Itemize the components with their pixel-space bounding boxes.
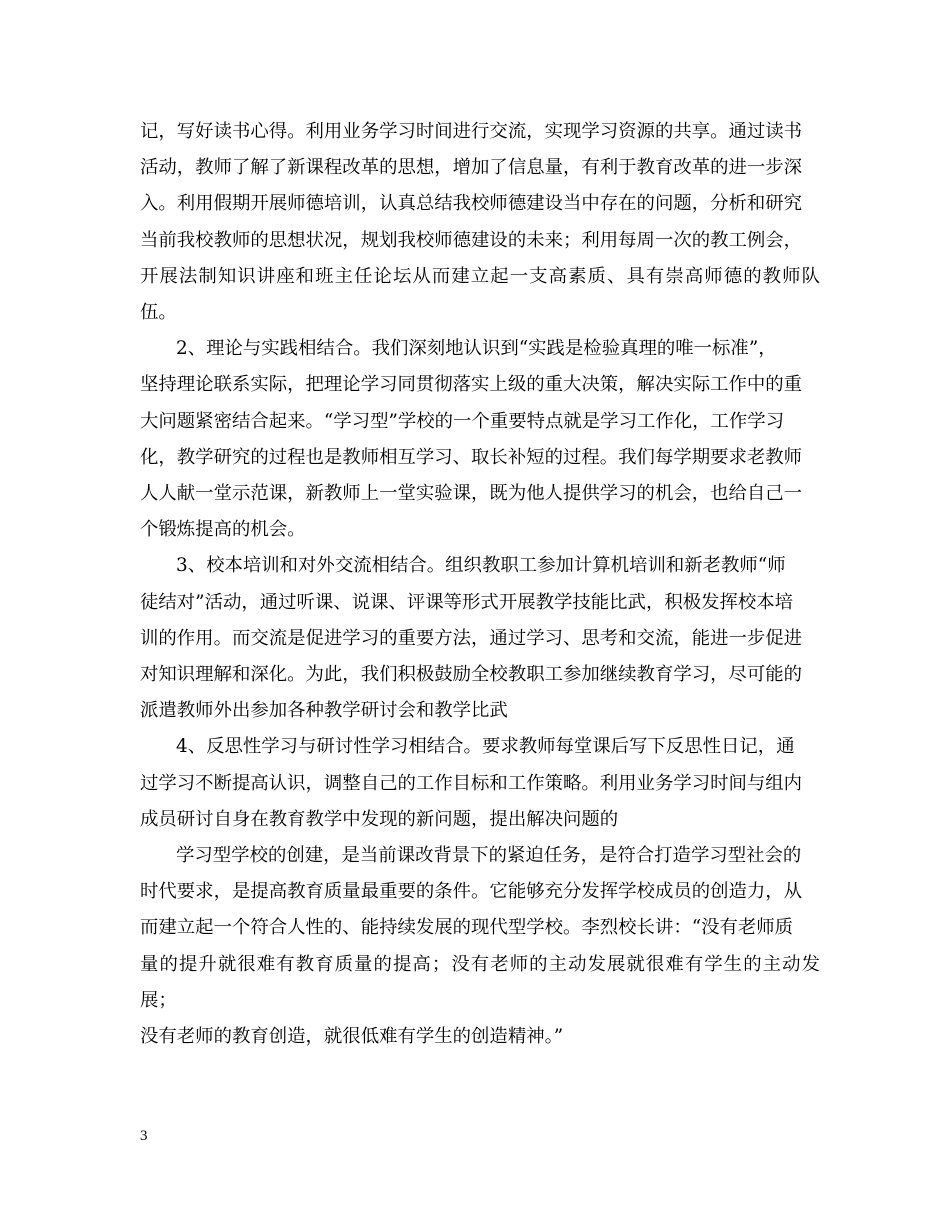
paragraph-line: 量的提升就很难有教育质量的提高；没有老师的主动发展就很难有学生的主动发展；: [140, 953, 820, 1011]
paragraph-line: 当前我校教师的思想状况，规划我校师德建设的未来；利用每周一次的教工例会，: [140, 229, 803, 251]
paragraph-line: 记，写好读书心得。利用业务学习时间进行交流，实现学习资源的共享。通过读书: [140, 121, 803, 142]
paragraph-line: 学习型学校的创建，是当前课改背景下的紧迫任务，是符合打造学习型社会的: [176, 845, 802, 867]
paragraph-5: [140, 838, 820, 1055]
paragraph-line: 对知识理解和深化。为此，我们积极鼓励全校教职工参加继续教育学习，尽可能的: [140, 664, 803, 686]
page-number: 3: [140, 1128, 148, 1144]
document-body: [140, 114, 820, 1055]
paragraph-1: [140, 114, 820, 331]
paragraph-line: 2、理论与实践相结合。我们深刻地认识到“实践是检验真理的唯一标准”，: [176, 338, 777, 360]
paragraph-4: [140, 729, 820, 838]
paragraph-line: 开展法制知识讲座和班主任论坛从而建立起一支高素质、具有崇高师德的教师队伍。: [140, 265, 820, 324]
paragraph-line: 坚持理论联系实际，把理论学习同贯彻落实上级的重大决策，解决实际工作中的重: [140, 374, 803, 396]
paragraph-line: 成员研讨自身在教育教学中发现的新问题，提出解决问题的: [140, 808, 619, 830]
paragraph-line: 3、校本培训和对外交流相结合。组织教职工参加计算机培训和新老教师“师: [176, 555, 786, 577]
paragraph-line: 入。利用假期开展师德培训，认真总结我校师德建设当中存在的问题，分析和研究: [140, 193, 803, 215]
paragraph-line: 个锻炼提高的机会。: [140, 519, 306, 541]
paragraph-line: 而建立起一个符合人性的、能持续发展的现代型学校。李烈校长讲：“没有老师质: [140, 917, 794, 939]
paragraph-line: 没有老师的教育创造，就很低难有学生的创造精神。”: [140, 1026, 564, 1048]
paragraph-line: 训的作用。而交流是促进学习的重要方法，通过学习、思考和交流，能进一步促进: [140, 627, 803, 649]
paragraph-line: 4、反思性学习与研讨性学习相结合。要求教师每堂课后写下反思性日记，通: [176, 736, 795, 758]
paragraph-line: 派遣教师外出参加各种教学研讨会和教学比武: [140, 700, 508, 722]
paragraph-3: [140, 548, 820, 729]
paragraph-line: 人人献一堂示范课，新教师上一堂实验课，既为他人提供学习的机会，也给自己一: [140, 483, 803, 505]
paragraph-line: 活动，教师了解了新课程改革的思想，增加了信息量，有利于教育改革的进一步深: [140, 157, 803, 179]
paragraph-line: 大问题紧密结合起来。“学习型”学校的一个重要特点就是学习工作化，工作学习: [140, 410, 785, 432]
paragraph-line: 时代要求，是提高教育质量最重要的条件。它能够充分发挥学校成员的创造力，从: [140, 881, 803, 903]
paragraph-line: 过学习不断提高认识，调整自己的工作目标和工作策略。利用业务学习时间与组内: [140, 772, 803, 794]
paragraph-2: [140, 331, 820, 548]
paragraph-line: 化，教学研究的过程也是教师相互学习、取长补短的过程。我们每学期要求老教师: [140, 446, 803, 468]
paragraph-line: 徒结对”活动，通过听课、说课、评课等形式开展教学技能比武，积极发挥校本培: [140, 591, 794, 613]
